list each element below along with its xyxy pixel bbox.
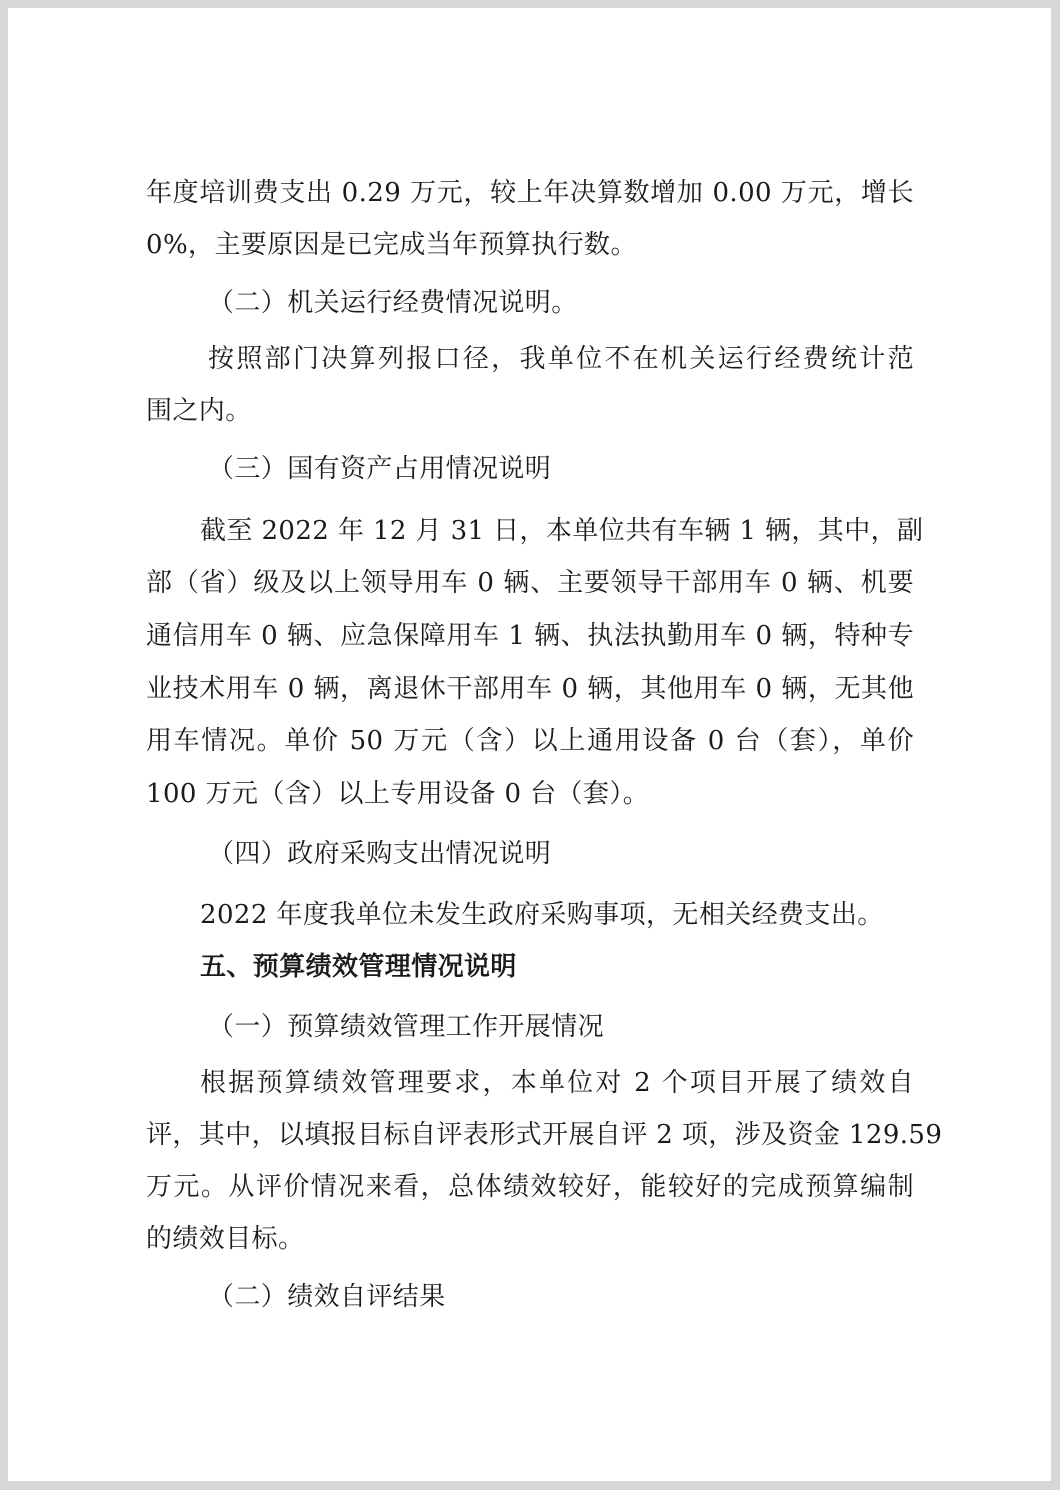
paragraph-line: 按照部门决算列报口径，我单位不在机关运行经费统计范 [208,344,914,374]
section-heading: （三）国有资产占用情况说明 [208,454,552,484]
paragraph-line: 2022 年度我单位未发生政府采购事项，无相关经费支出。 [200,900,884,930]
section-heading: （二）绩效自评结果 [208,1282,446,1312]
paragraph-line: 通信用车 0 辆、应急保障用车 1 辆、执法执勤用车 0 辆，特种专 [146,621,914,651]
paragraph-line: 100 万元（含）以上专用设备 0 台（套）。 [146,779,650,809]
paragraph-line: 业技术用车 0 辆，离退休干部用车 0 辆，其他用车 0 辆，无其他 [146,674,914,704]
chapter-heading: 五、预算绩效管理情况说明 [200,952,517,982]
section-heading: （一）预算绩效管理工作开展情况 [208,1012,605,1042]
paragraph-line: 部（省）级及以上领导用车 0 辆、主要领导干部用车 0 辆、机要 [146,568,914,598]
section-heading: （四）政府采购支出情况说明 [208,839,552,869]
paragraph-line: 的绩效目标。 [146,1224,305,1254]
paragraph-line: 0%，主要原因是已完成当年预算执行数。 [146,230,637,260]
paragraph-line: 根据预算绩效管理要求，本单位对 2 个项目开展了绩效自 [200,1068,914,1098]
paragraph-line: 用车情况。单价 50 万元（含）以上通用设备 0 台（套），单价 [146,726,914,756]
paragraph-line: 万元。从评价情况来看，总体绩效较好，能较好的完成预算编制 [146,1172,914,1202]
paragraph-line: 围之内。 [146,396,252,426]
paragraph-line: 年度培训费支出 0.29 万元，较上年决算数增加 0.00 万元，增长 [146,178,914,208]
paragraph-line: 评，其中，以填报目标自评表形式开展自评 2 项，涉及资金 129.59 [146,1120,943,1150]
paragraph-line: 截至 2022 年 12 月 31 日，本单位共有车辆 1 辆，其中，副 [200,516,924,546]
section-heading: （二）机关运行经费情况说明。 [208,288,578,318]
